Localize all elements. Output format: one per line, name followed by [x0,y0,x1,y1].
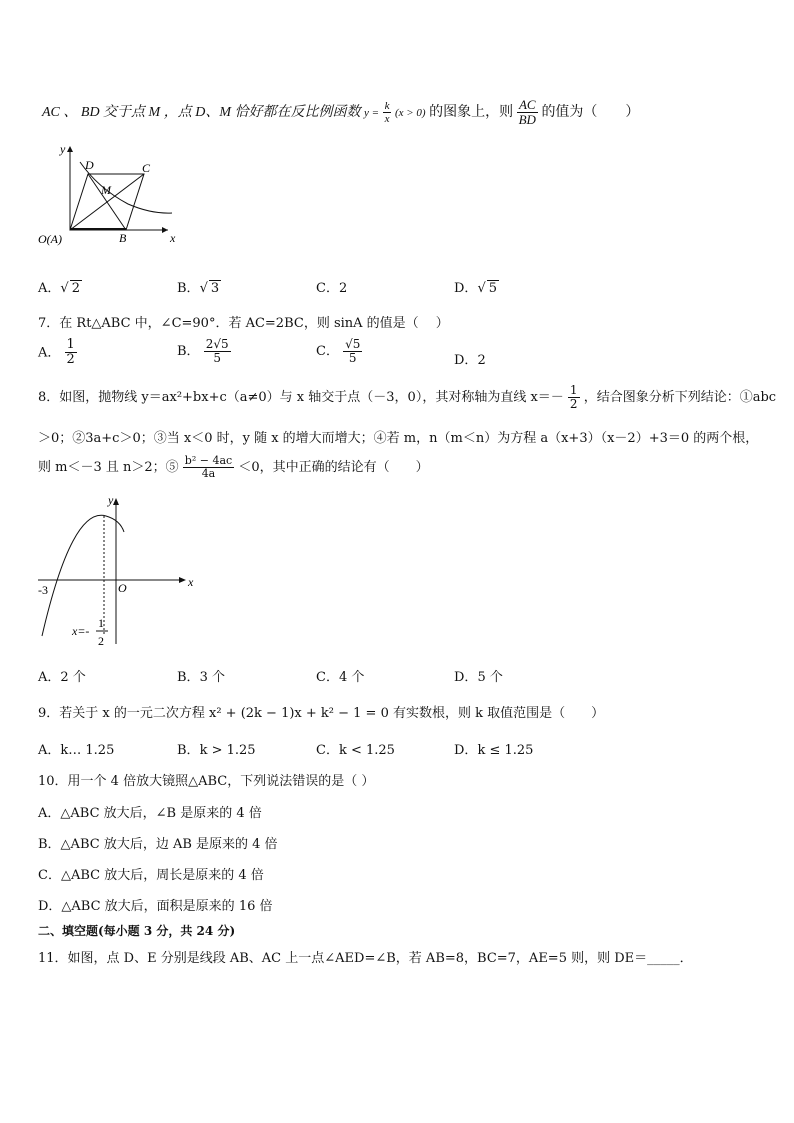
q8-label-axis-num: 1 [98,616,104,630]
q6-label-d: D [85,158,94,172]
q9-option-d[interactable] [454,739,533,758]
q6-stem [42,98,639,128]
frac-num: 1 [66,337,75,352]
q6-option-c[interactable] [316,277,347,296]
q8-axis-frac [568,384,580,411]
q6-option-b[interactable] [177,277,221,296]
option-text: k < 1.25 [338,743,395,758]
q11-stem: 11．如图，点 D、E 分别是线段 AB、AC 上一点∠AED=∠B，若 AB=8，BC=7，AE=5 则，则 DE＝_____． [38,951,693,966]
q8-label-y: y [108,494,114,507]
option-text: 2 个 [60,670,86,685]
q8-line3-a: 则 m＜－3 且 n＞2；⑤ [38,460,179,476]
q6-option-d[interactable] [454,277,499,296]
sqrt-sign: √ [199,281,208,296]
q9-stem: 9．若关于 x 的一元二次方程 x² + (2k − 1)x + k² − 1 = 0 有实数根，则 k 取值范围是（ ） [38,706,605,721]
option-label: C． [316,281,339,296]
q6-label-o: O(A) [38,232,62,246]
q6-func-y: y = [364,107,380,120]
option-label: B． [177,670,200,685]
q6-label-b: B [119,231,127,245]
q7-option-d[interactable] [454,349,486,368]
frac-den: 5 [348,351,357,366]
q6-ratio [517,98,538,128]
option-text: k ≤ 1.25 [477,743,534,758]
frac-den: 2 [569,397,578,412]
option-text: 4 个 [338,670,365,685]
q10-option-d[interactable]: D．△ABC 放大后，面积是原来的 16 倍 [38,899,273,914]
q8-line1-b: ，结合图象分析下列结论：①abc [583,390,777,406]
q10-option-b[interactable]: B．△ABC 放大后，边 AB 是原来的 4 倍 [38,837,278,852]
q8-label-o: O [118,581,127,595]
q6-ratio-den: BD [518,112,536,128]
q9-option-a[interactable] [38,739,114,758]
q7-option-c[interactable] [316,338,362,365]
q6-label-m: M [101,183,111,197]
q6-stem-c: 的值为（ ） [541,105,640,121]
q6-label-y: y [60,142,66,156]
radicand: 5 [488,281,498,296]
q6-func-num: k [384,100,390,113]
option-frac [204,338,231,365]
option-label: C． [316,344,339,360]
option-text: 5 个 [477,670,503,685]
option-label: A． [38,670,61,685]
q8-label-neg3: -3 [38,583,48,597]
option-label: A． [38,345,61,361]
option-text: k… 1.25 [60,743,115,758]
q10-option-c[interactable]: C．△ABC 放大后，周长是原来的 4 倍 [38,868,264,883]
q8-line1-a: 8．如图，抛物线 y＝ax²+bx+c（a≠0）与 x 轴交于点（－3，0），其对称轴为直线 x＝－ [38,390,564,406]
q8-option-c[interactable] [316,666,364,685]
q6-label-x: x [170,231,176,245]
q6-func-den: x [384,113,390,126]
q6-x-arrow [162,227,168,233]
q8-option-a[interactable] [38,666,86,685]
frac-den: 4a [201,467,216,481]
q8-x-arrow [179,577,186,583]
q8-label-axis: x=- [72,624,90,638]
q8-disc-frac [183,455,234,480]
frac-num: b² − 4ac [184,454,233,467]
sqrt-sign: √ [60,281,69,296]
radicand: 2 [71,281,80,296]
option-label: B． [177,281,200,296]
q8-label-x: x [188,575,194,589]
option-label: D． [454,281,478,296]
option-text: 3 个 [199,670,225,685]
section-heading: 二、填空题(每小题 3 分，共 24 分) [38,924,236,938]
q6-func-frac [383,100,392,125]
q9-option-b[interactable] [177,739,256,758]
option-label: C． [316,670,339,685]
q8-line2: ＞0；②3a+c＞0；③当 x＜0 时，y 随 x 的增大而增大；④若 m，n（m＜n）为方程 a（x+3）（x－2）+3＝0 的两个根， [38,431,759,446]
q8-line3-b: ＜0，其中正确的结论有（ ） [238,460,429,476]
q10-stem: 10．用一个 4 倍放大镜照△ABC，下列说法错误的是（ ） [38,774,375,789]
q9-option-c[interactable] [316,739,395,758]
option-label: B． [177,344,200,360]
q7-stem: 7．在 Rt△ABC 中，∠C=90°．若 AC=2BC，则 sinA 的值是（ ） [38,316,449,331]
q7-option-a[interactable] [38,338,77,368]
q8-option-d[interactable] [454,666,503,685]
option-label: D． [454,743,478,758]
q10-option-a[interactable]: A．△ABC 放大后，∠B 是原来的 4 倍 [38,806,262,821]
sqrt-sign: √ [477,281,486,296]
frac-num: 1 [569,383,578,397]
frac-den: 2 [66,352,75,368]
frac-num: 2√5 [205,337,229,351]
option-label: C． [316,743,339,758]
option-label: D． [454,353,478,368]
q8-figure [34,494,204,654]
q8-line3 [38,455,429,480]
radicand: 3 [210,281,220,296]
q6-figure [36,140,176,250]
frac-num: √5 [345,337,361,351]
option-text: 2 [338,281,348,296]
q6-stem-a: AC 、 BD 交于点 M ，点 D、M 恰好都在反比例函数 [42,105,361,121]
q6-func-cond: (x > 0) [394,107,426,120]
frac-den: 5 [213,351,221,366]
q6-ratio-num: AC [517,98,538,113]
q7-option-b[interactable] [177,338,231,365]
q6-y-arrow [67,146,73,152]
q8-y-arrow [113,498,119,505]
option-frac [65,338,77,368]
q8-label-axis-den: 2 [98,634,104,648]
q8-parabola [42,515,124,636]
option-text: k > 1.25 [199,743,256,758]
option-label: B． [177,743,200,758]
q6-stem-b: 的图象上，则 [429,105,514,121]
q8-option-b[interactable] [177,666,225,685]
option-label: D． [454,670,478,685]
q8-line1 [38,384,776,411]
q6-option-a[interactable] [38,277,82,296]
q6-label-c: C [142,161,151,175]
option-text: 2 [477,353,486,368]
option-label: A． [38,281,61,296]
option-frac [343,338,362,365]
option-label: A． [38,743,61,758]
